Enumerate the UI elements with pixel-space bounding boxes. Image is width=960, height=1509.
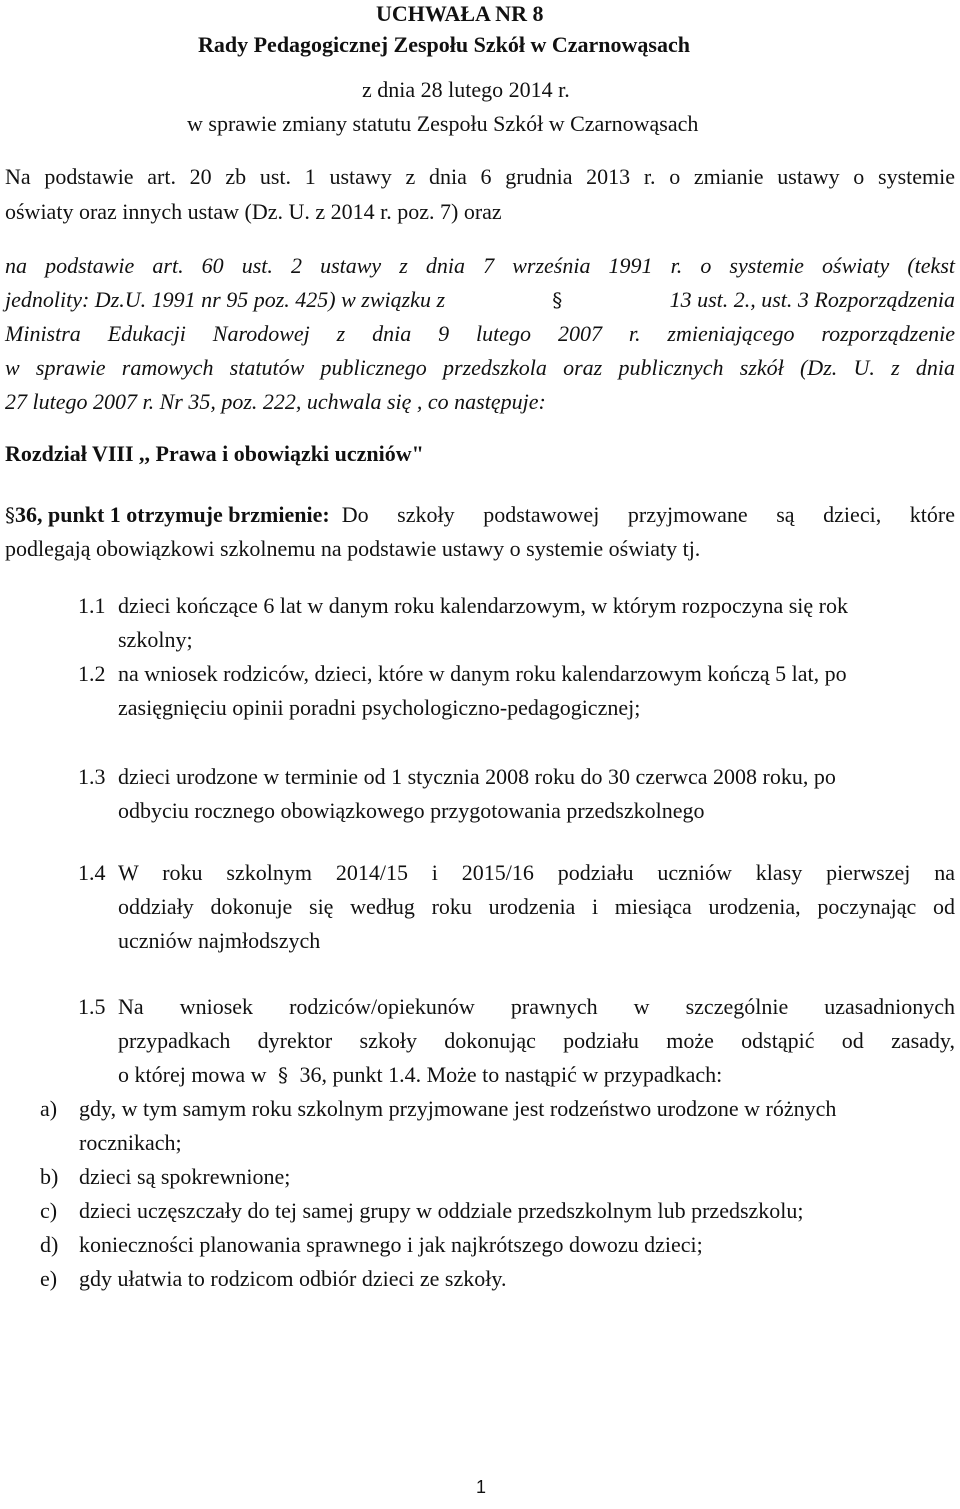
case-letter: a) (40, 1096, 58, 1121)
item-text: zasięgnięciu opinii poradni psychologiczno-pedagogicznej; (118, 695, 641, 720)
paragraph-heading: 36, punkt 1 otrzymuje brzmienie: (15, 502, 330, 527)
basis-line-5: Ministra Edukacji Narodowej z dnia 9 lutego 2007 r. zmieniającego rozporządzenie (5, 321, 955, 346)
item-number: 1.4 (78, 860, 106, 885)
item-text: dzieci urodzone w terminie od 1 stycznia 2008 roku do 30 czerwca 2008 roku, po (118, 764, 836, 789)
case-text: rocznikach; (79, 1130, 182, 1155)
page-number: 1 (476, 1477, 487, 1497)
item-text: W roku szkolnym 2014/15 i 2015/16 podziału uczniów klasy pierwszej na (118, 860, 955, 885)
item-number: 1.3 (78, 764, 106, 789)
case-text: dzieci są spokrewnione; (79, 1164, 291, 1189)
document-title: UCHWAŁA NR 8 (376, 1, 544, 26)
item-text: szkolny; (118, 627, 193, 652)
item-text: Na wniosek rodziców/opiekunów prawnych w szczególnie uzasadnionych (118, 994, 955, 1019)
basis-line-4-start: jednolity: Dz.U. 1991 nr 95 poz. 425) w związku z (5, 287, 445, 312)
item-number: 1.1 (78, 593, 106, 618)
basis-line-4 (5, 287, 955, 313)
section-sign-icon: § (552, 288, 563, 312)
case-letter: c) (40, 1198, 58, 1223)
item-text (118, 1062, 722, 1088)
item-text-end: 36, punkt 1.4. Może to nastąpić w przypadkach: (299, 1062, 723, 1087)
basis-line-1: Na podstawie art. 20 zb ust. 1 ustawy z dnia 6 grudnia 2013 r. o zmianie ustawy o systemie (5, 164, 955, 189)
item-number: 1.5 (78, 994, 106, 1019)
item-text: przypadkach dyrektor szkoły dokonując podziału może odstąpić od zasady, (118, 1028, 955, 1053)
section-sign-icon: § (5, 503, 15, 527)
basis-line-2: oświaty oraz innych ustaw (Dz. U. z 2014 r. poz. 7) oraz (5, 199, 502, 224)
basis-line-4-end: 13 ust. 2., ust. 3 Rozporządzenia (669, 287, 955, 312)
item-text-start: o której mowa w (118, 1062, 267, 1087)
item-text: odbyciu rocznego obowiązkowego przygotowania przedszkolnego (118, 798, 705, 823)
item-text: dzieci kończące 6 lat w danym roku kalendarzowym, w którym rozpoczyna się rok (118, 593, 849, 618)
case-text: gdy ułatwia to rodzicom odbiór dzieci ze szkoły. (79, 1266, 507, 1291)
chapter-heading: Rozdział VIII ,, Prawa i obowiązki uczniów" (5, 441, 424, 466)
item-text: uczniów najmłodszych (118, 928, 321, 953)
item-text: oddziały dokonuje się według roku urodzenia i miesiąca urodzenia, poczynając od (118, 894, 955, 919)
paragraph-line-1 (5, 502, 955, 528)
case-letter: b) (40, 1164, 59, 1189)
paragraph-text-start: Do szkoły podstawowej przyjmowane są dzieci, które (341, 502, 955, 527)
basis-line-6: w sprawie ramowych statutów publicznego przedszkola oraz publicznych szkół (Dz. U. z dnia (5, 355, 955, 380)
basis-line-3: na podstawie art. 60 ust. 2 ustawy z dnia 7 września 1991 r. o systemie oświaty (tekst (5, 253, 955, 278)
council-name: Rady Pedagogicznej Zespołu Szkół w Czarnowąsach (198, 32, 690, 57)
basis-line-7: 27 lutego 2007 r. Nr 35, poz. 222, uchwala się , co następuje: (5, 389, 546, 414)
paragraph-line-2: podlegają obowiązkowi szkolnemu na podstawie ustawy o systemie oświaty tj. (5, 536, 701, 561)
resolution-subject: w sprawie zmiany statutu Zespołu Szkół w Czarnowąsach (187, 111, 699, 136)
case-letter: d) (40, 1232, 59, 1257)
item-number: 1.2 (78, 661, 106, 686)
resolution-date: z dnia 28 lutego 2014 r. (362, 77, 570, 102)
section-sign-icon: § (277, 1063, 288, 1087)
item-text: na wniosek rodziców, dzieci, które w danym roku kalendarzowym kończą 5 lat, po (118, 661, 847, 686)
case-text: konieczności planowania sprawnego i jak najkrótszego dowozu dzieci; (79, 1232, 703, 1257)
case-text: gdy, w tym samym roku szkolnym przyjmowane jest rodzeństwo urodzone w różnych (79, 1096, 837, 1121)
case-text: dzieci uczęszczały do tej samej grupy w oddziale przedszkolnym lub przedszkolu; (79, 1198, 804, 1223)
case-letter: e) (40, 1266, 58, 1291)
